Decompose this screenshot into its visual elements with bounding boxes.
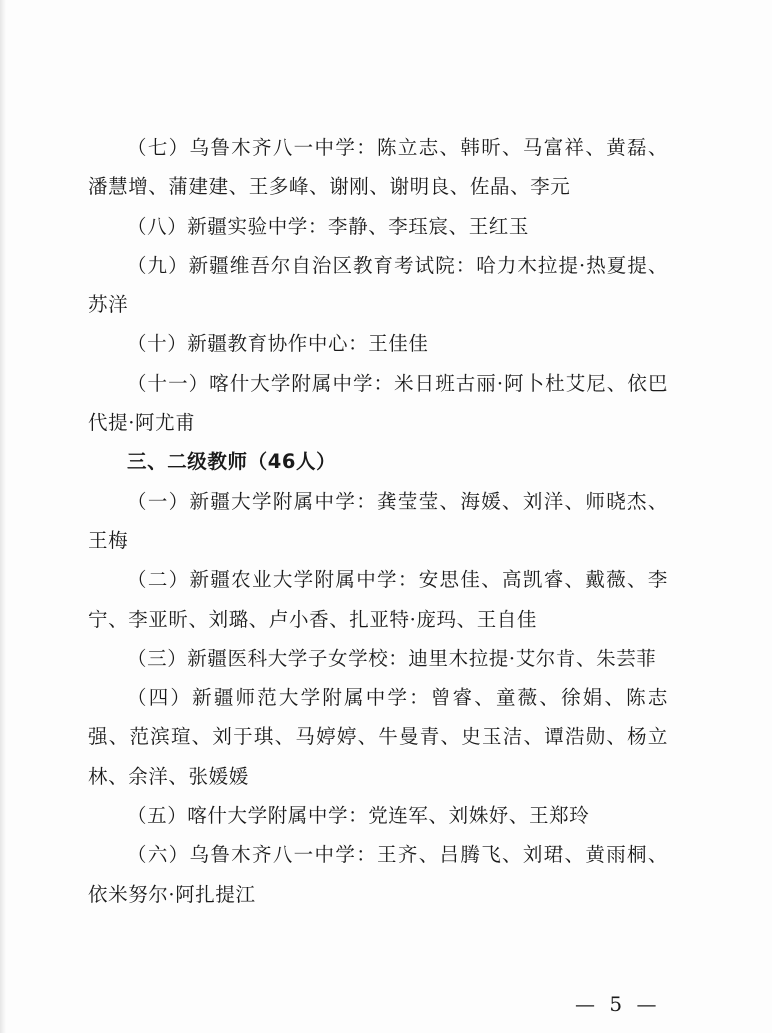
list-item: （一）新疆大学附属中学：龚莹莹、海媛、刘洋、师晓杰、王梅 [88, 489, 668, 552]
section-heading: 三、二级教师（46人） [127, 450, 337, 474]
list-item: （八）新疆实验中学：李静、李珏宸、王红玉 [127, 214, 530, 238]
list-item: （十）新疆教育协作中心：王佳佳 [127, 332, 429, 356]
list-item: （七）乌鲁木齐八一中学：陈立志、韩昕、马富祥、黄磊、潘慧增、蒲建建、王多峰、谢刚、谢明良、佐晶、李元 [88, 136, 668, 199]
document-body [88, 128, 668, 914]
list-item: （五）喀什大学附属中学：党连军、刘姝妤、王郑玲 [127, 804, 590, 828]
list-item: （六）乌鲁木齐八一中学：王齐、吕腾飞、刘珺、黄雨桐、依米努尔·阿扎提江 [88, 843, 668, 906]
page-number: — 5 — [575, 992, 661, 1016]
list-item: （十一）喀什大学附属中学：米日班古丽·阿卜杜艾尼、依巴代提·阿尤甫 [88, 371, 668, 435]
list-item: （四）新疆师范大学附属中学：曾睿、童薇、徐娟、陈志强、范滨瑄、刘于琪、马婷婷、牛曼青、史玉洁、谭浩勋、杨立林、余洋、张媛媛 [88, 686, 668, 788]
list-item: （九）新疆维吾尔自治区教育考试院：哈力木拉提·热夏提、苏洋 [88, 253, 668, 317]
list-item: （二）新疆农业大学附属中学：安思佳、高凯睿、戴薇、李宁、李亚昕、刘璐、卢小香、扎亚特·庞玛、王自佳 [88, 568, 668, 631]
list-item: （三）新疆医科大学子女学校：迪里木拉提·艾尔肯、朱芸菲 [127, 646, 657, 670]
